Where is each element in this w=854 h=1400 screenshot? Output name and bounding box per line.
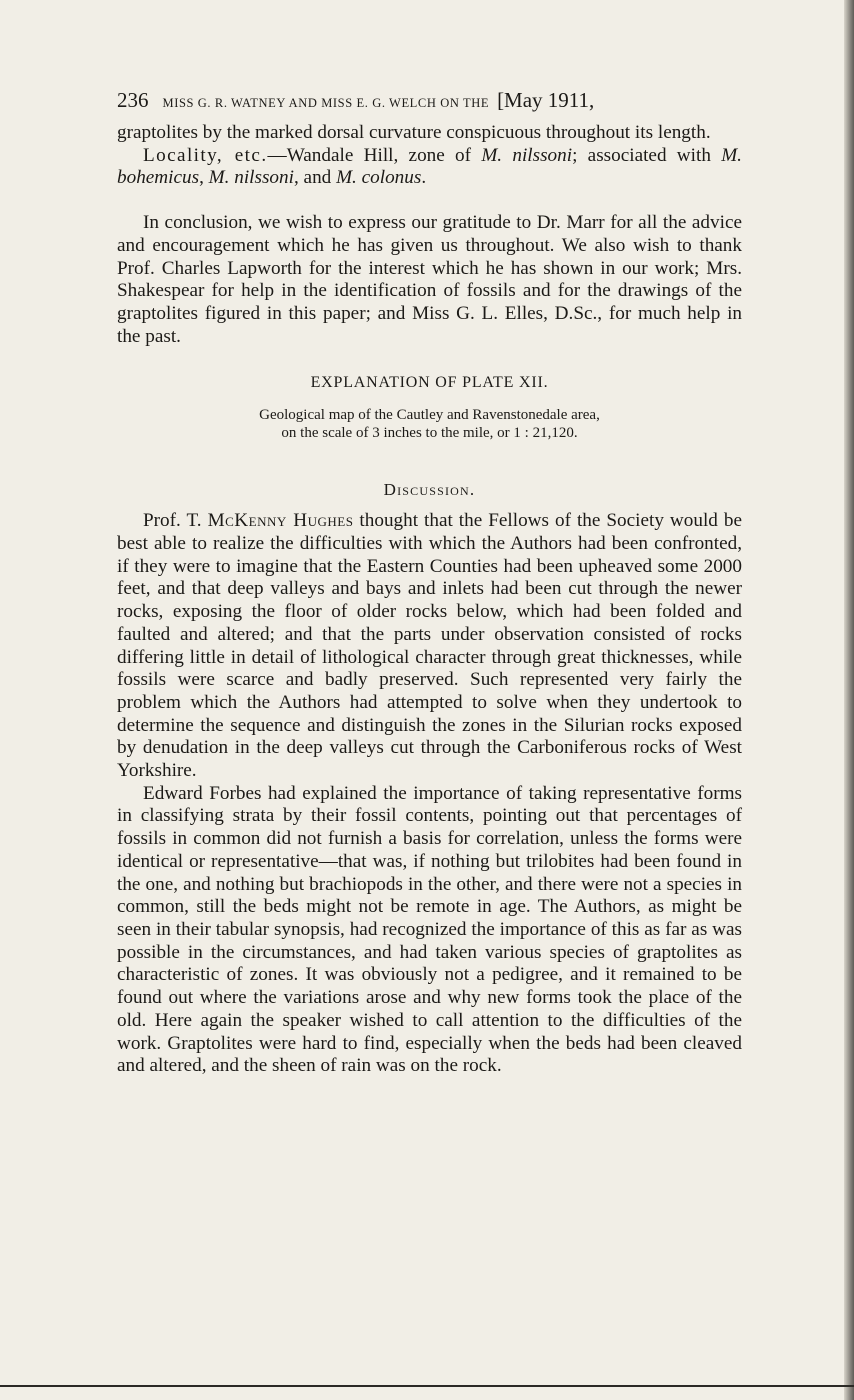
species-name: M. nilssoni [208, 167, 294, 189]
plate-heading: EXPLANATION OF PLATE XII. [310, 374, 549, 392]
intro-text: graptolites by the marked dorsal curvature conspicuous throughout its length. [117, 122, 711, 143]
discussion-paragraph-1 [117, 510, 742, 782]
running-title: MISS G. R. WATNEY AND MISS E. G. WELCH ON THE [162, 96, 490, 110]
locality-paragraph [117, 145, 742, 190]
locality-label: Locality, etc. [143, 144, 268, 166]
species-name: M. nilssoni [481, 144, 573, 166]
locality-mid: ; associated with [572, 144, 722, 166]
caption-line: Geological map of the Cautley and Ravenstonedale area, [259, 407, 600, 424]
species-name: M. bohemicus [117, 144, 742, 189]
separator: . [421, 167, 427, 189]
species-name: M. colonus [336, 167, 422, 189]
spacer [117, 190, 742, 212]
discussion-paragraph-2: Edward Forbes had explained the importance of taking representative forms in classifying strata by their fossil contents, pointing out that percentages of fossils in common did not furnish a basis for correlation, unless the forms were identical or representative—that was, if nothing but trilobites had been found in the one, and nothing but brachiopods in the other, and there were not a species in common, still the beds might not be remote in age. The Authors, as might be seen in their tabular synopsis, had recognized the importance of this as far as was possible in the circumstances, and had taken various species of graptolites as characteristic of zones. It was obviously not a pedigree, and it remained to be found out where the variations arose and why new forms took the place of the old. Here again the speaker wished to call attention to the difficulties of the work. Graptolites were hard to find, especially when the beds had been cleaved and altered, and the sheen of rain was on the rock. [117, 782, 742, 1077]
speaker-prefix: Prof. T. [143, 510, 208, 532]
discussion-text: thought that the Fellows of the Society would be best able to realize the difficulties with which the Authors had been confronted, if they were to imagine that the Eastern Counties had been upheaved some 2000 feet, and that deep valleys and bays and inlets had been cut through the newer rocks, exposing the floor of older rocks below, which had been folded and faulted and altered; and that the parts under observation consisted of rocks differing little in detail of lithological character through great thicknesses, while fossils were scarce and badly preserved. Such represented very fairly the problem which the Authors had attempted to solve when they undertook to determine the sequence and distinguish the zones in the Silurian rocks exposed by denudation in the deep valleys cut through the Carboniferous rocks of West Yorkshire. [117, 510, 742, 782]
caption-line: on the scale of 3 inches to the mile, or 1 : 21,120. [281, 425, 578, 442]
intro-paragraph [117, 122, 742, 145]
speaker-name: McKenny Hughes [207, 510, 354, 532]
page-edge [844, 0, 854, 1400]
conclusion-paragraph: In conclusion, we wish to express our gratitude to Dr. Marr for all the advice and encouragement which he has given us throughout. We also wish to thank Prof. Charles Lapworth for the interest which he has shown in our work; Mrs. Shakespear for help in the identification of fossils and for the drawings of the graptolites figured in this paper; and Miss G. L. Elles, D.Sc., for much help in the past. [117, 212, 742, 347]
discussion-heading: Discussion. [383, 480, 476, 500]
separator: , [199, 167, 209, 189]
running-header [117, 88, 742, 122]
header-date: [May 1911, [497, 88, 595, 112]
page-number: 236 [117, 88, 149, 112]
separator: , and [293, 167, 337, 189]
plate-caption [117, 406, 742, 442]
locality-text: —Wandale Hill, zone of [267, 144, 482, 166]
bottom-rule [0, 1385, 854, 1387]
page-content [117, 88, 742, 1078]
